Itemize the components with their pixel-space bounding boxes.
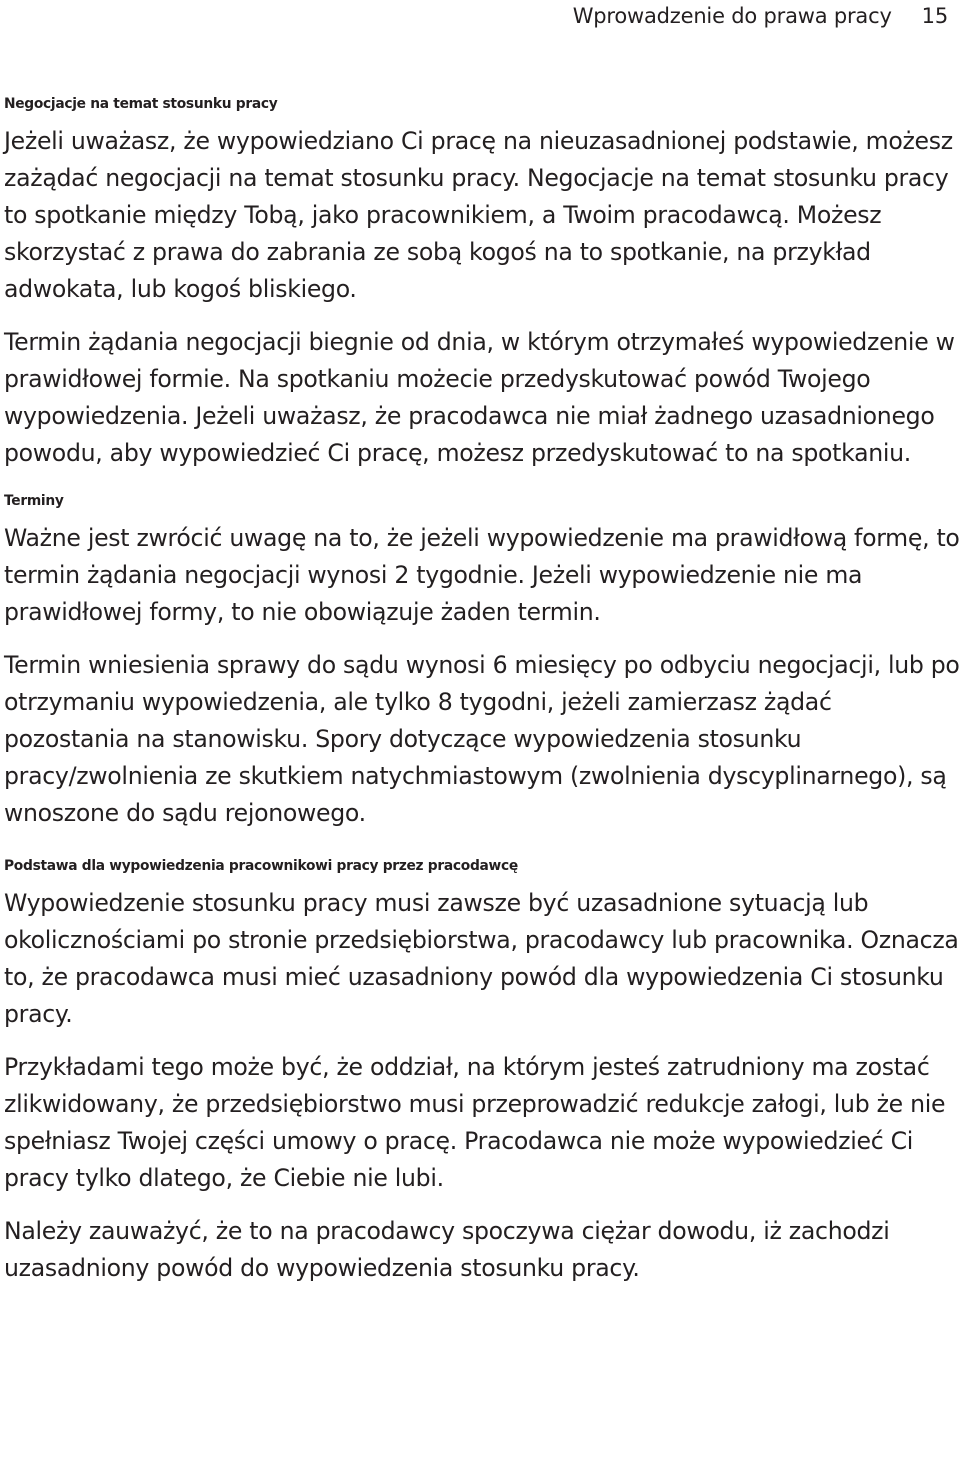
paragraph: Termin wniesienia sprawy do sądu wynosi 6 miesięcy po odbyciu negocjacji, lub po otrzymaniu wypowiedzenia, ale tylko 8 tygodni, jeżeli zamierzasz żądać pozostania na stanowisku. Spory dotyczące wypowiedzenia stosunku pracy/zwolnienia ze skutkiem natychmiastowym (zwolnienia dyscyplinarnego), są wnoszone do sądu rejonowego. — [4, 651, 960, 827]
page-number: 15 — [921, 4, 948, 28]
section-podstawa — [4, 848, 960, 1287]
paragraph: Wypowiedzenie stosunku pracy musi zawsze być uzasadnione sytuacją lub okolicznościami po stronie przedsiębiorstwa, pracodawcy lub pracownika. Oznacza to, że pracodawca musi mieć uzasadniony powód dla wypowiedzenia Ci stosunku pracy. — [4, 889, 959, 1028]
running-header — [573, 2, 948, 30]
paragraph: Termin żądania negocjacji biegnie od dnia, w którym otrzymałeś wypowiedzenie w prawidłowej formie. Na spotkaniu możecie przedyskutować powód Twojego wypowiedzenia. Jeżeli uważasz, że pracodawca nie miał żadnego uzasadnionego powodu, aby wypowiedzieć Ci pracę, możesz przedyskutować to na spotkaniu. — [4, 328, 955, 467]
paragraph: Należy zauważyć, że to na pracodawcy spoczywa ciężar dowodu, iż zachodzi uzasadniony powód do wypowiedzenia stosunku pracy. — [4, 1217, 890, 1282]
section-heading: Terminy — [4, 493, 64, 509]
section-heading: Podstawa dla wypowiedzenia pracownikowi pracy przez pracodawcę — [4, 858, 518, 874]
chapter-title: Wprowadzenie do prawa pracy — [572, 4, 892, 28]
paragraph: Ważne jest zwrócić uwagę na to, że jeżeli wypowiedzenie ma prawidłową formę, to termin żądania negocjacji wynosi 2 tygodnie. Jeżeli wypowiedzenie nie ma prawidłowej formy, to nie obowiązuje żaden termin. — [4, 524, 960, 626]
section-terminy — [4, 483, 960, 832]
section-negocjacje — [4, 86, 960, 472]
paragraph: Przykładami tego może być, że oddział, na którym jesteś zatrudniony ma zostać zlikwidowany, że przedsiębiorstwo musi przeprowadzić redukcje załogi, lub że nie spełniasz Twojej części umowy o pracę. Pracodawca nie może wypowiedzieć Ci pracy tylko dlatego, że Ciebie nie lubi. — [4, 1053, 946, 1192]
section-heading: Negocjacje na temat stosunku pracy — [4, 96, 278, 112]
page-content — [4, 86, 960, 1303]
paragraph: Jeżeli uważasz, że wypowiedziano Ci pracę na nieuzasadnionej podstawie, możesz zażądać negocjacji na temat stosunku pracy. Negocjacje na temat stosunku pracy to spotkanie między Tobą, jako pracownikiem, a Twoim pracodawcą. Możesz skorzystać z prawa do zabrania ze sobą kogoś na to spotkanie, na przykład adwokata, lub kogoś bliskiego. — [4, 127, 953, 303]
